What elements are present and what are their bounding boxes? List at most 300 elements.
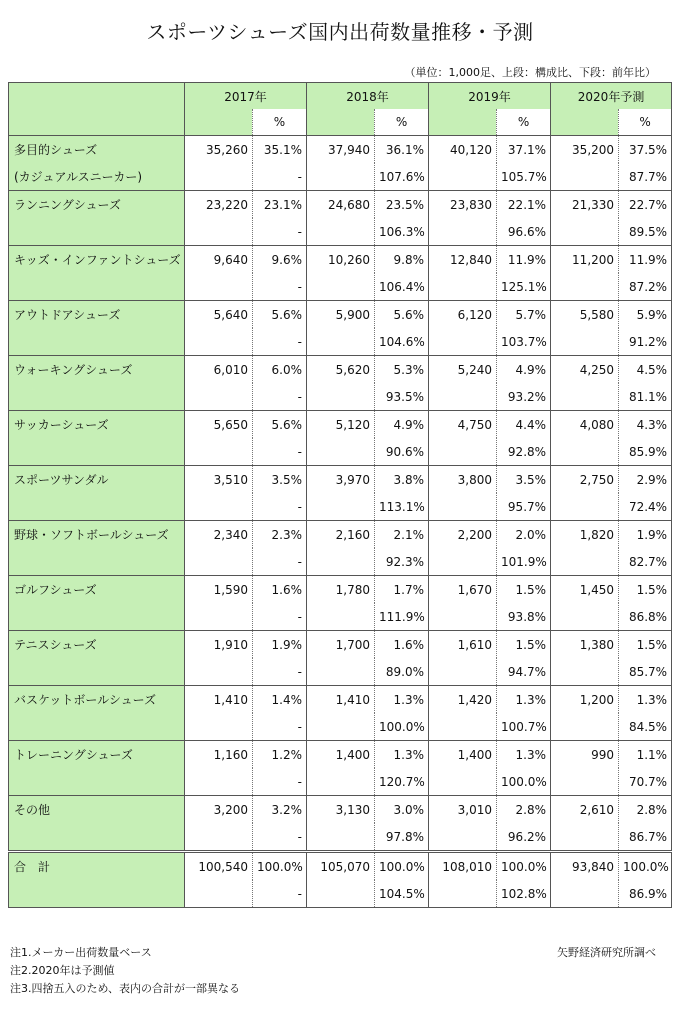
table-row bbox=[9, 686, 672, 714]
quantity-cell: 2,160 bbox=[307, 521, 375, 549]
share-cell: 22.7% bbox=[619, 191, 672, 219]
row-sublabel bbox=[9, 218, 185, 246]
row-sublabel bbox=[9, 328, 185, 356]
quantity-cell: 23,220 bbox=[185, 191, 253, 219]
header-corner bbox=[9, 109, 185, 136]
share-cell: 1.5% bbox=[497, 576, 551, 604]
quantity-cell: 1,610 bbox=[429, 631, 497, 659]
row-label: トレーニングシューズ bbox=[9, 741, 185, 769]
row-label: 合 計 bbox=[9, 852, 185, 881]
row-label: ウォーキングシューズ bbox=[9, 356, 185, 384]
yoy-cell: 103.7% bbox=[497, 328, 551, 356]
yoy-cell: 93.8% bbox=[497, 603, 551, 631]
yoy-cell: 106.3% bbox=[375, 218, 429, 246]
yoy-cell: 89.0% bbox=[375, 658, 429, 686]
quantity-cell: 3,800 bbox=[429, 466, 497, 494]
yoy-cell: 106.4% bbox=[375, 273, 429, 301]
quantity-cell: 35,260 bbox=[185, 136, 253, 164]
yoy-cell: - bbox=[253, 438, 307, 466]
row-sublabel bbox=[9, 768, 185, 796]
blank-cell bbox=[185, 218, 253, 246]
share-cell: 1.3% bbox=[375, 686, 429, 714]
blank-cell bbox=[307, 548, 375, 576]
blank-cell bbox=[429, 548, 497, 576]
blank-cell bbox=[185, 880, 253, 908]
blank-cell bbox=[307, 713, 375, 741]
quantity-cell: 1,450 bbox=[551, 576, 619, 604]
blank-cell bbox=[307, 493, 375, 521]
quantity-cell: 12,840 bbox=[429, 246, 497, 274]
row-sublabel bbox=[9, 823, 185, 852]
quantity-cell: 3,200 bbox=[185, 796, 253, 824]
row-sublabel bbox=[9, 658, 185, 686]
header-row-pct bbox=[9, 109, 672, 136]
header-blank bbox=[429, 109, 497, 136]
quantity-cell: 1,200 bbox=[551, 686, 619, 714]
share-cell: 5.6% bbox=[253, 301, 307, 329]
row-label: バスケットボールシューズ bbox=[9, 686, 185, 714]
table-row bbox=[9, 713, 672, 741]
yoy-cell: 104.6% bbox=[375, 328, 429, 356]
blank-cell bbox=[307, 823, 375, 852]
yoy-cell: 70.7% bbox=[619, 768, 672, 796]
table-row bbox=[9, 191, 672, 219]
table-row bbox=[9, 768, 672, 796]
blank-cell bbox=[429, 328, 497, 356]
row-label: ランニングシューズ bbox=[9, 191, 185, 219]
yoy-cell: 85.7% bbox=[619, 658, 672, 686]
blank-cell bbox=[185, 823, 253, 852]
table-row bbox=[9, 356, 672, 384]
blank-cell bbox=[551, 880, 619, 908]
blank-cell bbox=[429, 218, 497, 246]
quantity-cell: 23,830 bbox=[429, 191, 497, 219]
row-label: サッカーシューズ bbox=[9, 411, 185, 439]
quantity-cell: 11,200 bbox=[551, 246, 619, 274]
yoy-cell: - bbox=[253, 218, 307, 246]
quantity-cell: 4,750 bbox=[429, 411, 497, 439]
share-cell: 1.6% bbox=[253, 576, 307, 604]
table-row bbox=[9, 658, 672, 686]
share-cell: 1.3% bbox=[619, 686, 672, 714]
quantity-cell: 3,510 bbox=[185, 466, 253, 494]
quantity-cell: 37,940 bbox=[307, 136, 375, 164]
share-cell: 23.1% bbox=[253, 191, 307, 219]
quantity-cell: 5,620 bbox=[307, 356, 375, 384]
quantity-cell: 2,750 bbox=[551, 466, 619, 494]
share-cell: 1.5% bbox=[619, 631, 672, 659]
blank-cell bbox=[429, 493, 497, 521]
table-row bbox=[9, 438, 672, 466]
header-year: 2017年 bbox=[185, 83, 307, 110]
share-cell: 2.8% bbox=[497, 796, 551, 824]
table-row bbox=[9, 136, 672, 164]
yoy-cell: 107.6% bbox=[375, 163, 429, 191]
quantity-cell: 21,330 bbox=[551, 191, 619, 219]
share-cell: 11.9% bbox=[619, 246, 672, 274]
quantity-cell: 4,080 bbox=[551, 411, 619, 439]
share-cell: 1.5% bbox=[619, 576, 672, 604]
source-credit: 矢野経済研究所調べ bbox=[557, 946, 656, 959]
share-cell: 4.9% bbox=[497, 356, 551, 384]
quantity-cell: 1,700 bbox=[307, 631, 375, 659]
blank-cell bbox=[551, 383, 619, 411]
quantity-cell: 40,120 bbox=[429, 136, 497, 164]
row-sublabel bbox=[9, 493, 185, 521]
share-cell: 3.2% bbox=[253, 796, 307, 824]
quantity-cell: 9,640 bbox=[185, 246, 253, 274]
share-cell: 9.8% bbox=[375, 246, 429, 274]
row-sublabel bbox=[9, 383, 185, 411]
quantity-cell: 108,010 bbox=[429, 852, 497, 881]
row-sublabel bbox=[9, 438, 185, 466]
blank-cell bbox=[551, 603, 619, 631]
yoy-cell: 97.8% bbox=[375, 823, 429, 852]
yoy-cell: - bbox=[253, 493, 307, 521]
yoy-cell: 72.4% bbox=[619, 493, 672, 521]
blank-cell bbox=[307, 603, 375, 631]
yoy-cell: 92.8% bbox=[497, 438, 551, 466]
yoy-cell: 101.9% bbox=[497, 548, 551, 576]
blank-cell bbox=[551, 438, 619, 466]
share-cell: 4.9% bbox=[375, 411, 429, 439]
table-row bbox=[9, 741, 672, 769]
quantity-cell: 24,680 bbox=[307, 191, 375, 219]
share-cell: 1.9% bbox=[253, 631, 307, 659]
share-cell: 3.5% bbox=[497, 466, 551, 494]
yoy-cell: - bbox=[253, 823, 307, 852]
header-blank bbox=[551, 109, 619, 136]
blank-cell bbox=[551, 493, 619, 521]
blank-cell bbox=[185, 768, 253, 796]
share-cell: 23.5% bbox=[375, 191, 429, 219]
yoy-cell: 96.2% bbox=[497, 823, 551, 852]
quantity-cell: 1,410 bbox=[307, 686, 375, 714]
yoy-cell: - bbox=[253, 328, 307, 356]
yoy-cell: 82.7% bbox=[619, 548, 672, 576]
quantity-cell: 6,120 bbox=[429, 301, 497, 329]
share-cell: 1.3% bbox=[375, 741, 429, 769]
blank-cell bbox=[551, 273, 619, 301]
notes bbox=[10, 944, 240, 998]
row-sublabel bbox=[9, 603, 185, 631]
yoy-cell: - bbox=[253, 548, 307, 576]
blank-cell bbox=[307, 383, 375, 411]
blank-cell bbox=[551, 823, 619, 852]
yoy-cell: 84.5% bbox=[619, 713, 672, 741]
yoy-cell: - bbox=[253, 603, 307, 631]
blank-cell bbox=[185, 658, 253, 686]
share-cell: 37.1% bbox=[497, 136, 551, 164]
row-label: 野球・ソフトボールシューズ bbox=[9, 521, 185, 549]
blank-cell bbox=[429, 713, 497, 741]
share-cell: 1.9% bbox=[619, 521, 672, 549]
header-blank bbox=[185, 109, 253, 136]
blank-cell bbox=[185, 603, 253, 631]
blank-cell bbox=[429, 273, 497, 301]
share-cell: 2.1% bbox=[375, 521, 429, 549]
yoy-cell: - bbox=[253, 163, 307, 191]
blank-cell bbox=[185, 493, 253, 521]
share-cell: 4.5% bbox=[619, 356, 672, 384]
yoy-cell: 85.9% bbox=[619, 438, 672, 466]
unit-note: （単位：1,000足、上段：構成比、下段：前年比） bbox=[404, 66, 656, 79]
share-cell: 11.9% bbox=[497, 246, 551, 274]
quantity-cell: 1,410 bbox=[185, 686, 253, 714]
quantity-cell: 2,200 bbox=[429, 521, 497, 549]
header-year: 2019年 bbox=[429, 83, 551, 110]
header-year: 2020年予測 bbox=[551, 83, 672, 110]
yoy-cell: 111.9% bbox=[375, 603, 429, 631]
yoy-cell: - bbox=[253, 880, 307, 908]
yoy-cell: 104.5% bbox=[375, 880, 429, 908]
yoy-cell: 87.7% bbox=[619, 163, 672, 191]
share-cell: 1.5% bbox=[497, 631, 551, 659]
table-row bbox=[9, 880, 672, 908]
row-sublabel bbox=[9, 548, 185, 576]
table-row bbox=[9, 383, 672, 411]
table-row bbox=[9, 603, 672, 631]
share-cell: 3.0% bbox=[375, 796, 429, 824]
share-cell: 1.6% bbox=[375, 631, 429, 659]
share-cell: 5.6% bbox=[375, 301, 429, 329]
note: 注1.メーカー出荷数量ベース bbox=[10, 946, 152, 959]
row-label: ゴルフシューズ bbox=[9, 576, 185, 604]
share-cell: 2.3% bbox=[253, 521, 307, 549]
yoy-cell: 92.3% bbox=[375, 548, 429, 576]
share-cell: 2.0% bbox=[497, 521, 551, 549]
quantity-cell: 1,380 bbox=[551, 631, 619, 659]
blank-cell bbox=[429, 768, 497, 796]
header-pct: % bbox=[619, 109, 672, 136]
header-pct: % bbox=[497, 109, 551, 136]
quantity-cell: 1,670 bbox=[429, 576, 497, 604]
share-cell: 4.3% bbox=[619, 411, 672, 439]
header-blank bbox=[307, 109, 375, 136]
blank-cell bbox=[185, 383, 253, 411]
row-label: スポーツサンダル bbox=[9, 466, 185, 494]
share-cell: 2.8% bbox=[619, 796, 672, 824]
blank-cell bbox=[307, 273, 375, 301]
quantity-cell: 6,010 bbox=[185, 356, 253, 384]
quantity-cell: 2,340 bbox=[185, 521, 253, 549]
yoy-cell: - bbox=[253, 713, 307, 741]
quantity-cell: 100,540 bbox=[185, 852, 253, 881]
share-cell: 100.0% bbox=[253, 852, 307, 881]
row-label: キッズ・インファントシューズ bbox=[9, 246, 185, 274]
share-cell: 22.1% bbox=[497, 191, 551, 219]
blank-cell bbox=[551, 768, 619, 796]
blank-cell bbox=[307, 658, 375, 686]
quantity-cell: 5,580 bbox=[551, 301, 619, 329]
blank-cell bbox=[429, 383, 497, 411]
share-cell: 1.3% bbox=[497, 741, 551, 769]
quantity-cell: 1,780 bbox=[307, 576, 375, 604]
row-label: テニスシューズ bbox=[9, 631, 185, 659]
yoy-cell: - bbox=[253, 273, 307, 301]
blank-cell bbox=[185, 328, 253, 356]
quantity-cell: 1,400 bbox=[307, 741, 375, 769]
share-cell: 4.4% bbox=[497, 411, 551, 439]
blank-cell bbox=[429, 880, 497, 908]
blank-cell bbox=[429, 603, 497, 631]
table-row bbox=[9, 301, 672, 329]
blank-cell bbox=[307, 768, 375, 796]
yoy-cell: 100.7% bbox=[497, 713, 551, 741]
quantity-cell: 1,910 bbox=[185, 631, 253, 659]
table-row bbox=[9, 521, 672, 549]
blank-cell bbox=[307, 328, 375, 356]
yoy-cell: - bbox=[253, 768, 307, 796]
quantity-cell: 1,400 bbox=[429, 741, 497, 769]
header-row-years bbox=[9, 83, 672, 110]
quantity-cell: 5,640 bbox=[185, 301, 253, 329]
share-cell: 6.0% bbox=[253, 356, 307, 384]
quantity-cell: 93,840 bbox=[551, 852, 619, 881]
share-cell: 100.0% bbox=[375, 852, 429, 881]
header-pct: % bbox=[375, 109, 429, 136]
row-label: 多目的シューズ bbox=[9, 136, 185, 164]
blank-cell bbox=[307, 218, 375, 246]
yoy-cell: 102.8% bbox=[497, 880, 551, 908]
blank-cell bbox=[429, 438, 497, 466]
note: 注3.四捨五入のため、表内の合計が一部異なる bbox=[10, 982, 241, 995]
header-pct: % bbox=[253, 109, 307, 136]
table-row bbox=[9, 548, 672, 576]
yoy-cell: 87.2% bbox=[619, 273, 672, 301]
blank-cell bbox=[185, 163, 253, 191]
yoy-cell: 100.0% bbox=[497, 768, 551, 796]
share-cell: 3.5% bbox=[253, 466, 307, 494]
quantity-cell: 10,260 bbox=[307, 246, 375, 274]
yoy-cell: 96.6% bbox=[497, 218, 551, 246]
share-cell: 5.7% bbox=[497, 301, 551, 329]
row-sublabel bbox=[9, 713, 185, 741]
yoy-cell: 93.5% bbox=[375, 383, 429, 411]
share-cell: 100.0% bbox=[619, 852, 672, 881]
table-row bbox=[9, 852, 672, 881]
shipment-table bbox=[8, 82, 672, 908]
quantity-cell: 105,070 bbox=[307, 852, 375, 881]
yoy-cell: 90.6% bbox=[375, 438, 429, 466]
blank-cell bbox=[551, 713, 619, 741]
blank-cell bbox=[551, 658, 619, 686]
yoy-cell: - bbox=[253, 658, 307, 686]
yoy-cell: - bbox=[253, 383, 307, 411]
share-cell: 5.6% bbox=[253, 411, 307, 439]
table-row bbox=[9, 576, 672, 604]
share-cell: 37.5% bbox=[619, 136, 672, 164]
quantity-cell: 5,120 bbox=[307, 411, 375, 439]
header-corner bbox=[9, 83, 185, 110]
blank-cell bbox=[429, 658, 497, 686]
quantity-cell: 5,900 bbox=[307, 301, 375, 329]
yoy-cell: 120.7% bbox=[375, 768, 429, 796]
quantity-cell: 5,240 bbox=[429, 356, 497, 384]
yoy-cell: 125.1% bbox=[497, 273, 551, 301]
yoy-cell: 86.7% bbox=[619, 823, 672, 852]
yoy-cell: 113.1% bbox=[375, 493, 429, 521]
table-row bbox=[9, 411, 672, 439]
row-label: その他 bbox=[9, 796, 185, 824]
quantity-cell: 4,250 bbox=[551, 356, 619, 384]
row-label: アウトドアシューズ bbox=[9, 301, 185, 329]
blank-cell bbox=[307, 163, 375, 191]
quantity-cell: 2,610 bbox=[551, 796, 619, 824]
table-row bbox=[9, 163, 672, 191]
row-sublabel bbox=[9, 880, 185, 908]
table-row bbox=[9, 823, 672, 852]
blank-cell bbox=[551, 218, 619, 246]
blank-cell bbox=[429, 823, 497, 852]
share-cell: 35.1% bbox=[253, 136, 307, 164]
blank-cell bbox=[551, 548, 619, 576]
quantity-cell: 990 bbox=[551, 741, 619, 769]
yoy-cell: 86.8% bbox=[619, 603, 672, 631]
row-sublabel: (カジュアルスニーカー) bbox=[9, 163, 185, 191]
share-cell: 1.1% bbox=[619, 741, 672, 769]
yoy-cell: 94.7% bbox=[497, 658, 551, 686]
share-cell: 5.3% bbox=[375, 356, 429, 384]
table-row bbox=[9, 328, 672, 356]
note: 注2.2020年は予測値 bbox=[10, 964, 115, 977]
page-title: スポーツシューズ国内出荷数量推移・予測 bbox=[146, 20, 534, 44]
yoy-cell: 81.1% bbox=[619, 383, 672, 411]
yoy-cell: 91.2% bbox=[619, 328, 672, 356]
blank-cell bbox=[551, 163, 619, 191]
table-row bbox=[9, 493, 672, 521]
row-sublabel bbox=[9, 273, 185, 301]
quantity-cell: 1,820 bbox=[551, 521, 619, 549]
yoy-cell: 93.2% bbox=[497, 383, 551, 411]
share-cell: 9.6% bbox=[253, 246, 307, 274]
quantity-cell: 1,420 bbox=[429, 686, 497, 714]
share-cell: 2.9% bbox=[619, 466, 672, 494]
share-cell: 36.1% bbox=[375, 136, 429, 164]
blank-cell bbox=[185, 273, 253, 301]
share-cell: 1.3% bbox=[497, 686, 551, 714]
header-year: 2018年 bbox=[307, 83, 429, 110]
yoy-cell: 105.7% bbox=[497, 163, 551, 191]
quantity-cell: 3,010 bbox=[429, 796, 497, 824]
blank-cell bbox=[185, 548, 253, 576]
quantity-cell: 3,970 bbox=[307, 466, 375, 494]
share-cell: 3.8% bbox=[375, 466, 429, 494]
quantity-cell: 1,590 bbox=[185, 576, 253, 604]
share-cell: 1.2% bbox=[253, 741, 307, 769]
table-row bbox=[9, 218, 672, 246]
share-cell: 100.0% bbox=[497, 852, 551, 881]
table-row bbox=[9, 246, 672, 274]
blank-cell bbox=[185, 438, 253, 466]
quantity-cell: 35,200 bbox=[551, 136, 619, 164]
yoy-cell: 95.7% bbox=[497, 493, 551, 521]
quantity-cell: 1,160 bbox=[185, 741, 253, 769]
yoy-cell: 100.0% bbox=[375, 713, 429, 741]
quantity-cell: 3,130 bbox=[307, 796, 375, 824]
yoy-cell: 89.5% bbox=[619, 218, 672, 246]
blank-cell bbox=[307, 438, 375, 466]
table-row bbox=[9, 796, 672, 824]
share-cell: 1.7% bbox=[375, 576, 429, 604]
table-row bbox=[9, 631, 672, 659]
table-row bbox=[9, 273, 672, 301]
yoy-cell: 86.9% bbox=[619, 880, 672, 908]
blank-cell bbox=[551, 328, 619, 356]
blank-cell bbox=[429, 163, 497, 191]
table-row bbox=[9, 466, 672, 494]
blank-cell bbox=[307, 880, 375, 908]
